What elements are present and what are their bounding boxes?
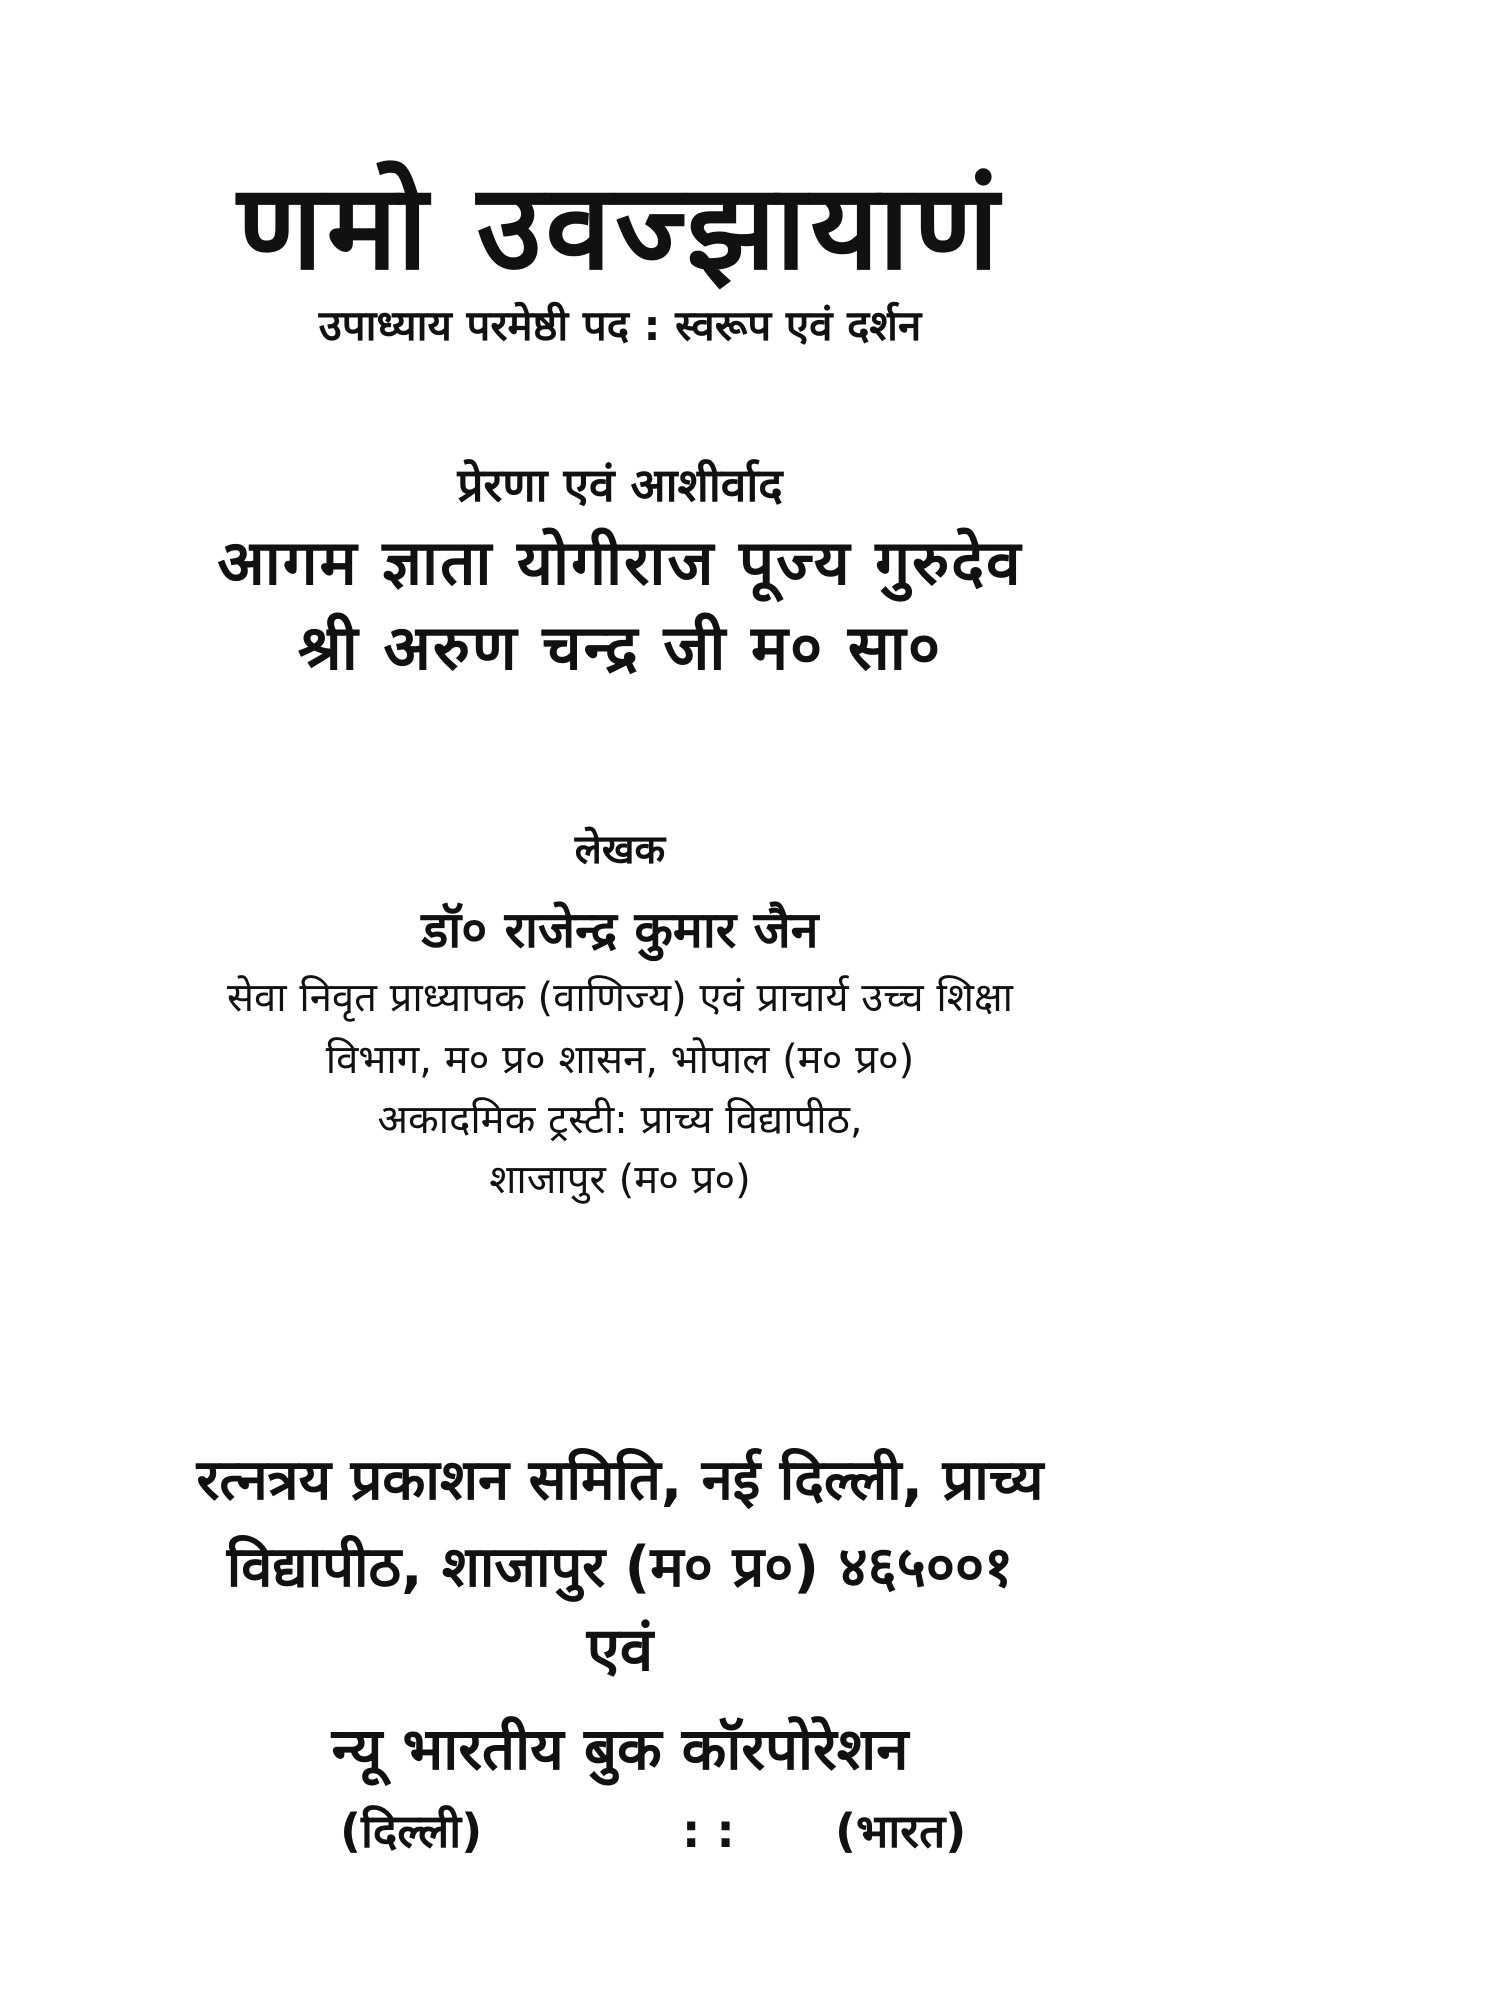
- author-bio-line: शाजापुर (म० प्र०): [489, 1157, 751, 1203]
- author-bio-line: विभाग, म० प्र० शासन, भोपाल (म० प्र०): [325, 1037, 915, 1083]
- author-name: डॉ० राजेन्द्र कुमार जैन: [421, 901, 819, 959]
- place-city: (दिल्ली): [340, 1804, 483, 1858]
- guru-name-line: श्री अरुण चन्द्र जी म० सा०: [297, 611, 943, 684]
- inspiration-heading: प्रेरणा एवं आशीर्वाद: [457, 458, 783, 512]
- author-bio-line: सेवा निवृत प्राध्यापक (वाणिज्य) एवं प्राचार्य उच्च शिक्षा: [226, 975, 1013, 1021]
- author-heading: लेखक: [574, 827, 666, 873]
- author-bio-line: अकादमिक ट्रस्टी: प्राच्य विद्यापीठ,: [377, 1097, 863, 1143]
- place-country: (भारत): [835, 1804, 967, 1858]
- publisher-conjunction: एवं: [586, 1615, 654, 1685]
- publisher-line: रत्नत्रय प्रकाशन समिति, नई दिल्ली, प्राच्य: [196, 1448, 1044, 1513]
- book-title: णमो उवज्झायाणं: [237, 158, 1003, 296]
- co-publisher-name: न्यू भारतीय बुक कॉरपोरेशन: [331, 1715, 909, 1783]
- place-separator: : :: [682, 1804, 735, 1858]
- publisher-address-line: विद्यापीठ, शाजापुर (म० प्र०) ४६५००१: [226, 1535, 1014, 1600]
- book-subtitle: उपाध्याय परमेष्ठी पद : स्वरूप एवं दर्शन: [318, 301, 922, 350]
- guru-title-line: आगम ज्ञाता योगीराज पूज्य गुरुदेव: [217, 526, 1023, 599]
- publisher-place-row: [340, 1804, 1040, 1868]
